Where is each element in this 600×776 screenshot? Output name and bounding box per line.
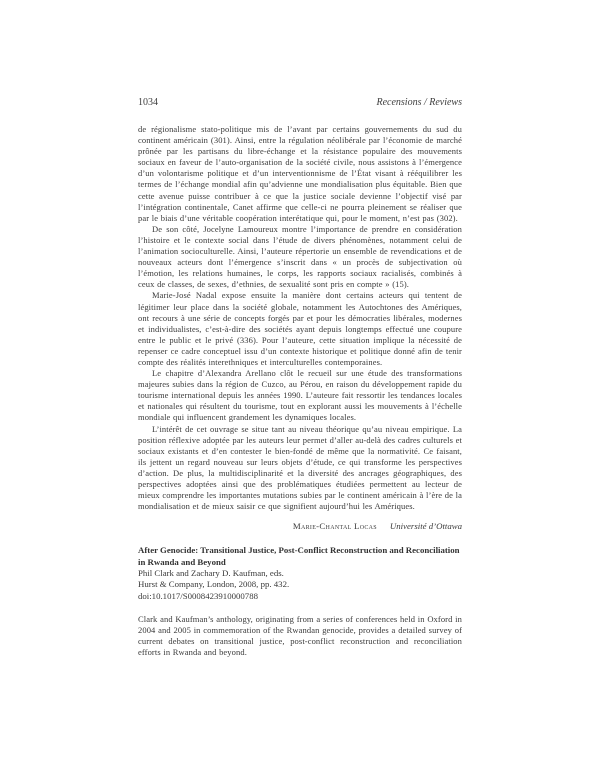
review-paragraph: Le chapitre d’Alexandra Arellano clôt le recueil sur une étude des transformations majeures subies dans la région de Cuzco, au Pérou, en raison du développement rapide du tourisme international depuis les années 1990. L’auteure fait ressortir les tendances locales et nationales qui résultent du tourisme, tout en explorant aussi les mouvements à l’échelle mondiale qui influencent grandement les dynamiques locales. <box>138 368 462 423</box>
review-paragraph: Marie-José Nadal expose ensuite la manière dont certains acteurs qui tentent de légitimer leur place dans la société globale, notamment les Autochtones des Amériques, ont recours à une série de concepts forgés par et pour les démocraties libérales, modernes et individualistes, c’est-à-dire des sociétés ayant depuis longtemps effectué une coupure entre le public et le privé (336). Pour l’auteure, cette situation implique la nécessité de repenser ce cadre conceptuel issu d’un contexte historique et politique donné afin de tenir compte des réalités interethniques et interculturelles contemporaines. <box>138 290 462 367</box>
page-number: 1034 <box>138 97 158 108</box>
reviewer-signature <box>138 521 462 532</box>
review-paragraph: L’intérêt de cet ouvrage se situe tant au niveau théorique qu’au niveau empirique. La position réflexive adoptée par les auteurs leur permet d’aller au-delà des cadres culturels et sociaux existants et d’en contester le bien-fondé de même que la normativité. Ce faisant, ils jettent un regard nouveau sur leurs objets d’étude, ce qui transforme les perspectives d’action. De plus, la multidisciplinarité et la diversité des ancrages géographiques, des perspectives adoptées ainsi que des problématiques étudiées permettent au lecteur de mieux comprendre les importantes mutations subies par le continent américain à l’ère de la mondialisation et de mieux saisir ce que signifient aujourd’hui les Amériques. <box>138 423 462 512</box>
book-editors: Phil Clark and Zachary D. Kaufman, eds. <box>138 568 284 579</box>
review-body <box>138 124 462 658</box>
next-review-heading-block <box>138 545 462 658</box>
reviewer-name: Marie-Chantal Locas <box>292 521 377 532</box>
review-paragraph: De son côté, Jocelyne Lamoureux montre l’importance de prendre en considération l’histoire et le contexte social dans l’étude de divers phénomènes, notamment celui de l’animation socioculturelle. Ainsi, l’auteure répertorie un ensemble de revendications et de nouveaux acteurs dont l’émergence s’inscrit dans « un procès de subjectivation où l’émotion, les relations humaines, le corps, les rapports sociaux racialisés, combinés à ceux de classes, de sexes, d’ethnies, de sexualité sont pris en compte » (15). <box>138 223 462 290</box>
running-title: Recensions / Reviews <box>376 97 462 108</box>
book-publisher: Hurst & Company, London, 2008, pp. 432. <box>138 579 290 590</box>
running-head <box>138 97 462 109</box>
page-content-column <box>138 97 462 658</box>
review-paragraph: de régionalisme stato-politique mis de l’avant par certains gouvernements du sud du continent américain (301). Ainsi, entre la régulation néolibérale par l’économie de marché prônée par les partisans du libre-échange et la résistance populaire des mouvements sociaux en faveur de l’auto-organisation de la société civile, nous assistons à l’émergence d’un volontarisme politique et d’un interventionnisme de l’État visant à rééquilibrer les termes de l’échange mondial afin qu’advienne une mondialisation plus équitable. Bien que cette avenue puisse contribuer à ce que la justice sociale devienne l’objectif visé par l’intégration continentale, Canet affirme que celle-ci ne pourra pleinement se réaliser que par le biais d’une véritable coopération interétatique qui, pour le moment, n’est pas (302). <box>138 124 462 223</box>
reviewer-affiliation: Université d’Ottawa <box>389 521 462 532</box>
book-title: After Genocide: Transitional Justice, Post-Conflict Reconstruction and Reconciliation in Rwanda and Beyond <box>138 545 460 567</box>
review-opening-paragraph: Clark and Kaufman’s anthology, originating from a series of conferences held in Oxford in 2004 and 2005 in commemoration of the Rwandan genocide, provides a detailed survey of current debates on transitional justice, post-conflict reconstruction and reconciliation efforts in Rwanda and beyond. <box>138 613 462 657</box>
book-doi: doi:10.1017/S0008423910000788 <box>138 590 258 601</box>
